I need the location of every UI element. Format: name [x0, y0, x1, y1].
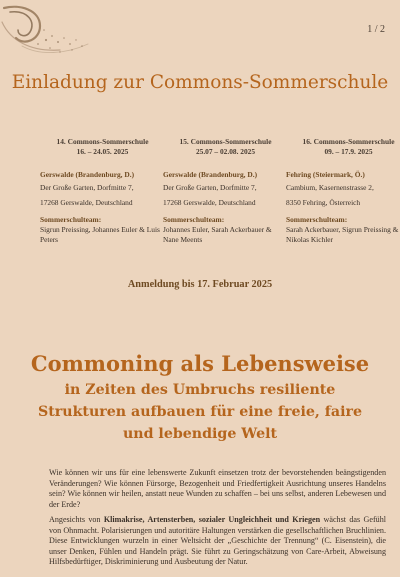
context-paragraph-rest: wächst das Gefühl von Ohnmacht. Polarisierungen und autoritäre Haltungen verstärken die gesellschaftlichen Bruchlinien. Diese Entwicklungen wurzeln in einer Weltsicht der „Geschichte der Trennung“ (C. Eisenstein), die unser Denken, Fühlen und Handeln prägt. Sie führt zu Geringschätzung von Care-Arbeit, Abweisung Hilfsbedürftiger, Diskriminierung und Ausbeutung der Natur.: [49, 515, 386, 567]
event-dates: 09. – 17.9. 2025: [324, 147, 373, 156]
event-team-label: Sommerschulteam:: [286, 215, 348, 224]
event-team: Sigrun Preissing, Johannes Euler & Luis Peters: [40, 225, 160, 244]
event-address-line1: Der Große Garten, Dorfmitte 7,: [163, 183, 257, 192]
context-paragraph-prefix: Angesichts von: [49, 515, 104, 524]
event-location: Gerswalde (Brandenburg, D.): [40, 170, 135, 179]
page-number: 1 / 2: [367, 24, 385, 35]
main-title: Einladung zur Commons-Sommerschule: [11, 72, 389, 93]
event-location: Gerswalde (Brandenburg, D.): [163, 170, 258, 179]
event-location: Fehring (Steiermark, Ö.): [286, 170, 365, 179]
subline-2: Strukturen aufbauen für eine freie, faire: [38, 404, 362, 420]
event-address-line2: 8350 Fehring, Österreich: [286, 198, 361, 207]
event-15: [163, 137, 288, 245]
event-team: Sarah Ackerbauer, Sigrun Preissing & Nikolas Kichler: [286, 225, 399, 244]
event-16: [286, 137, 400, 245]
event-team-label: Sommerschulteam:: [40, 215, 102, 224]
headline: Commoning als Lebensweise: [30, 351, 370, 376]
event-address-line2: 17268 Gerswalde, Deutschland: [40, 198, 133, 207]
swirl-logo: [0, 0, 92, 64]
event-address-line1: Der Große Garten, Dorfmitte 7,: [40, 183, 134, 192]
event-address-line2: 17268 Gerswalde, Deutschland: [163, 198, 256, 207]
context-paragraph: [49, 515, 386, 568]
subline-3: und lebendige Welt: [122, 426, 278, 442]
event-title: 15. Commons-Sommerschule: [179, 137, 272, 146]
event-dates: 25.07 – 02.08. 2025: [195, 147, 256, 156]
subline-1: in Zeiten des Umbruchs resiliente: [64, 382, 336, 398]
event-dates: 16. – 24.05. 2025: [76, 147, 129, 156]
intro-paragraph: Wie können wir uns für eine lebenswerte Zukunft einsetzen trotz der bevorstehenden beängstigenden Veränderungen? Wie können Fürsorge, Bezogenheit und Friedfertigkeit Ausrichtung unseres Handelns sein? Wie können wir heilen, anstatt neue Wunden zu schaffen – bei uns selbst, anderen Lebewesen und der Erde?: [49, 468, 386, 509]
event-team-label: Sommerschulteam:: [163, 215, 225, 224]
context-paragraph-emphasis: Klimakrise, Artensterben, sozialer Ungleichheit und Kriegen: [103, 515, 321, 524]
event-14: [40, 137, 165, 245]
event-title: 16. Commons-Sommerschule: [302, 137, 395, 146]
event-title: 14. Commons-Sommerschule: [56, 137, 149, 146]
event-team: Johannes Euler, Sarah Ackerbauer & Nane Meents: [163, 225, 272, 244]
registration-deadline: Anmeldung bis 17. Februar 2025: [127, 279, 273, 290]
event-address-line1: Cambium, Kasernenstrasse 2,: [286, 183, 374, 192]
